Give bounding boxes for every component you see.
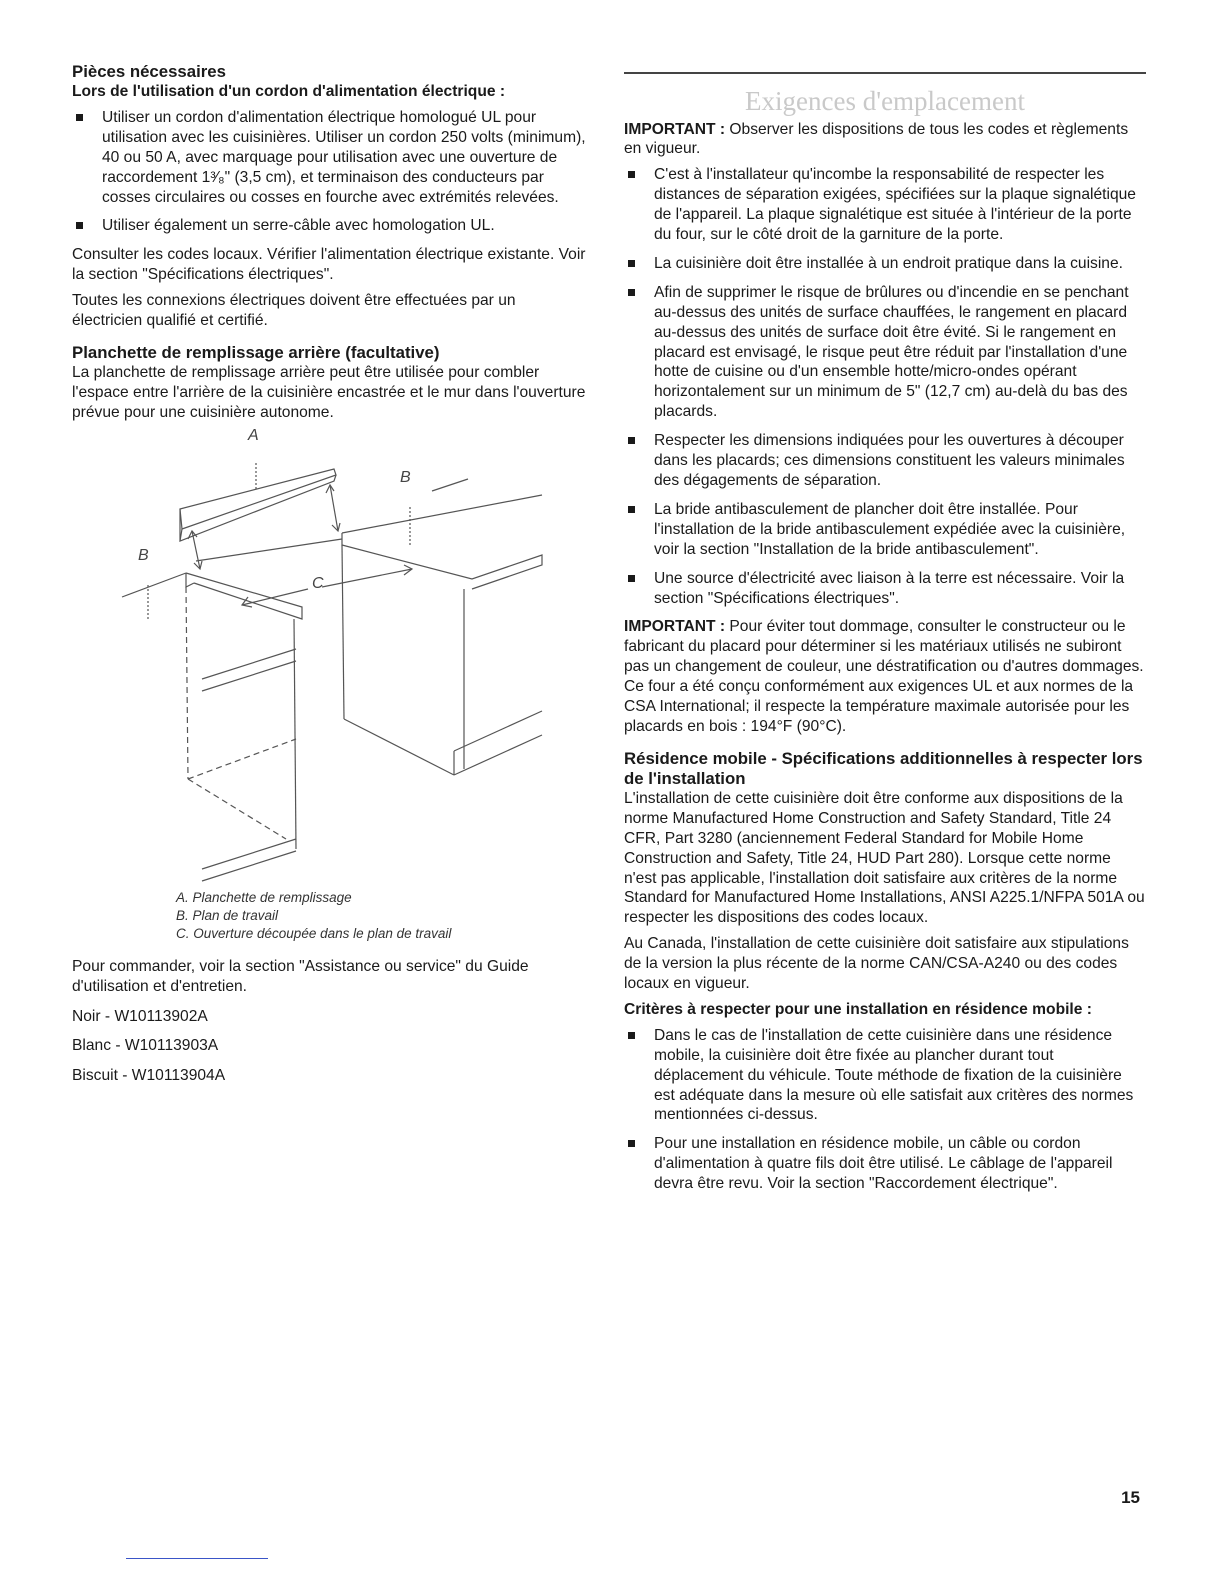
caption-c: C. Ouverture découpée dans le plan de travail bbox=[176, 925, 452, 941]
bullet-icon bbox=[628, 260, 635, 267]
list-item: La bride antibasculement de plancher doit être installée. Pour l'installation de la bride antibasculement expédiée avec la cuisinière, voir la section "Installation de la bride antibasculement". bbox=[624, 500, 1146, 560]
criteria-list bbox=[624, 1026, 1146, 1194]
color-white: Blanc - W10113903A bbox=[72, 1037, 219, 1055]
filler-heading: Planchette de remplissage arrière (facultative) bbox=[72, 342, 440, 362]
order-text: Pour commander, voir la section "Assistance ou service" du Guide d'utilisation et d'entretien. bbox=[72, 957, 529, 995]
page-number: 15 bbox=[1121, 1488, 1140, 1507]
bullet-icon bbox=[628, 506, 635, 513]
section-title: Exigences d'emplacement bbox=[745, 85, 1025, 116]
color-biscuit: Biscuit - W10113904A bbox=[72, 1067, 226, 1085]
caption-b: B. Plan de travail bbox=[176, 907, 279, 923]
list-item: Afin de supprimer le risque de brûlures ou d'incendie en se penchant au-dessus des unités de surface chauffées, le rangement en placard au-dessus des unités de surface doit être évité. Si le rangement en placard est envisagé, le risque peut être réduit par l'installation d'une hotte de cuisine ou d'un ensemble hotte/micro-ondes opérant horizontalement sur un minimum de 5" (12,7 cm) au-delà du bas des placards. bbox=[624, 283, 1146, 422]
list-item: La cuisinière doit être installée à un endroit pratique dans la cuisine. bbox=[624, 254, 1146, 274]
list-item: Respecter les dimensions indiquées pour les ouvertures à découper dans les placards; ces dimensions constituent les valeurs minimales des dégagements de séparation. bbox=[624, 431, 1146, 491]
caption-a: A. Planchette de remplissage bbox=[176, 889, 352, 905]
local-codes-text: Consulter les codes locaux. Vérifier l'alimentation électrique existante. Voir la section "Spécifications électriques". bbox=[72, 246, 586, 284]
bullet-icon bbox=[628, 289, 635, 296]
list-item: C'est à l'installateur qu'incombe la responsabilité de respecter les distances de séparation exigées, spécifiées sur la plaque signalétique de l'appareil. La plaque signalétique est située à l'intérieur de la porte du four, sur le côté droit de la garniture de la porte. bbox=[624, 165, 1146, 245]
list-item: Utiliser un cordon d'alimentation électrique homologué UL pour utilisation avec les cuisinières. Utiliser un cordon 250 volts (minimum), 40 ou 50 A, avec marquage pour utilisation avec une ouverture de raccordement 1³⁄₈" (3,5 cm), et terminaison des conducteurs par cosses circulaires ou cosses en fourche avec extrémités relevées. bbox=[72, 108, 588, 208]
filler-text: La planchette de remplissage arrière peut être utilisée pour combler l'espace entre l'arrière de la cuisinière encastrée et le mur dans l'ouverture prévue pour une cuisinière autonome. bbox=[72, 363, 586, 421]
bullet-icon bbox=[628, 1032, 635, 1039]
important-note-2: IMPORTANT : Pour éviter tout dommage, consulter le constructeur ou le fabricant du placard pour déterminer si les matériaux utilisés ne subiront pas un changement de couleur, une déstratification ou d'autres dommages. Ce four a été conçu conformément aux exigences UL et aux normes de la CSA International; il respecte la température maximale autorisée pour les placards en bois : 194°F (90°C). bbox=[624, 618, 1144, 735]
criteria-heading: Critères à respecter pour une installation en résidence mobile : bbox=[624, 1000, 1092, 1018]
bullet-icon bbox=[628, 437, 635, 444]
parts-heading: Pièces nécessaires bbox=[72, 62, 226, 81]
label-c: C bbox=[312, 574, 324, 592]
bullet-icon bbox=[76, 222, 83, 229]
mobile-home-heading: Résidence mobile - Spécifications additionnelles à respecter lors de l'installation bbox=[624, 748, 1143, 788]
bullet-icon bbox=[628, 575, 635, 582]
diagram-drawing bbox=[72, 426, 572, 889]
bullet-icon bbox=[76, 114, 83, 121]
list-item: Dans le cas de l'installation de cette cuisinière dans une résidence mobile, la cuisinière doit être fixée au plancher durant tout déplacement du véhicule. Toute méthode de fixation de la cuisinière est adéquate dans la mesure où elle satisfait aux critères des normes mentionnées ci-dessus. bbox=[624, 1026, 1146, 1126]
footer-rule bbox=[126, 1558, 268, 1559]
bullet-icon bbox=[628, 171, 635, 178]
location-list bbox=[624, 165, 1146, 608]
color-black: Noir - W10113902A bbox=[72, 1007, 208, 1025]
label-b-left: B bbox=[138, 546, 149, 564]
bullet-icon bbox=[628, 1140, 635, 1147]
list-item: Pour une installation en résidence mobile, un câble ou cordon d'alimentation à quatre fils doit être utilisé. Le câblage de l'appareil devra être revu. Voir la section "Raccordement électrique". bbox=[624, 1134, 1146, 1194]
filler-panel-diagram bbox=[72, 426, 572, 889]
cord-list bbox=[72, 108, 588, 236]
mobile-home-text-1: L'installation de cette cuisinière doit être conforme aux dispositions de la norme Manufactured Home Construction and Safety Standard, Title 24 CFR, Part 3280 (anciennement Federal Standard for Mobile Home Construction and Safety, Title 24, HUD Part 280). Lorsque cette norme n'est pas applicable, l'installation doit satisfaire aux critères de la norme Standard for Manufactured Home Installations, ANSI A225.1/NFPA 501A ou respecter les dispositions des codes locaux. bbox=[624, 789, 1145, 927]
section-divider bbox=[624, 72, 1146, 74]
label-a: A bbox=[248, 426, 259, 444]
list-item: Utiliser également un serre-câble avec homologation UL. bbox=[72, 216, 588, 236]
label-b-right: B bbox=[400, 468, 411, 486]
mobile-home-text-2: Au Canada, l'installation de cette cuisinière doit satisfaire aux stipulations de la version la plus récente de la norme CAN/CSA-A240 ou des codes locaux en vigueur. bbox=[624, 935, 1129, 993]
right-column bbox=[624, 62, 1146, 1203]
important-note-1: IMPORTANT : Observer les dispositions de tous les codes et règlements en vigueur. bbox=[624, 120, 1129, 158]
figure-captions bbox=[176, 889, 588, 943]
list-item: Une source d'électricité avec liaison à la terre est nécessaire. Voir la section "Spécifications électriques". bbox=[624, 569, 1146, 609]
cord-heading: Lors de l'utilisation d'un cordon d'alimentation électrique : bbox=[72, 83, 506, 100]
left-column bbox=[72, 62, 588, 1092]
electrician-text: Toutes les connexions électriques doivent être effectuées par un électricien qualifié et certifié. bbox=[72, 292, 516, 330]
